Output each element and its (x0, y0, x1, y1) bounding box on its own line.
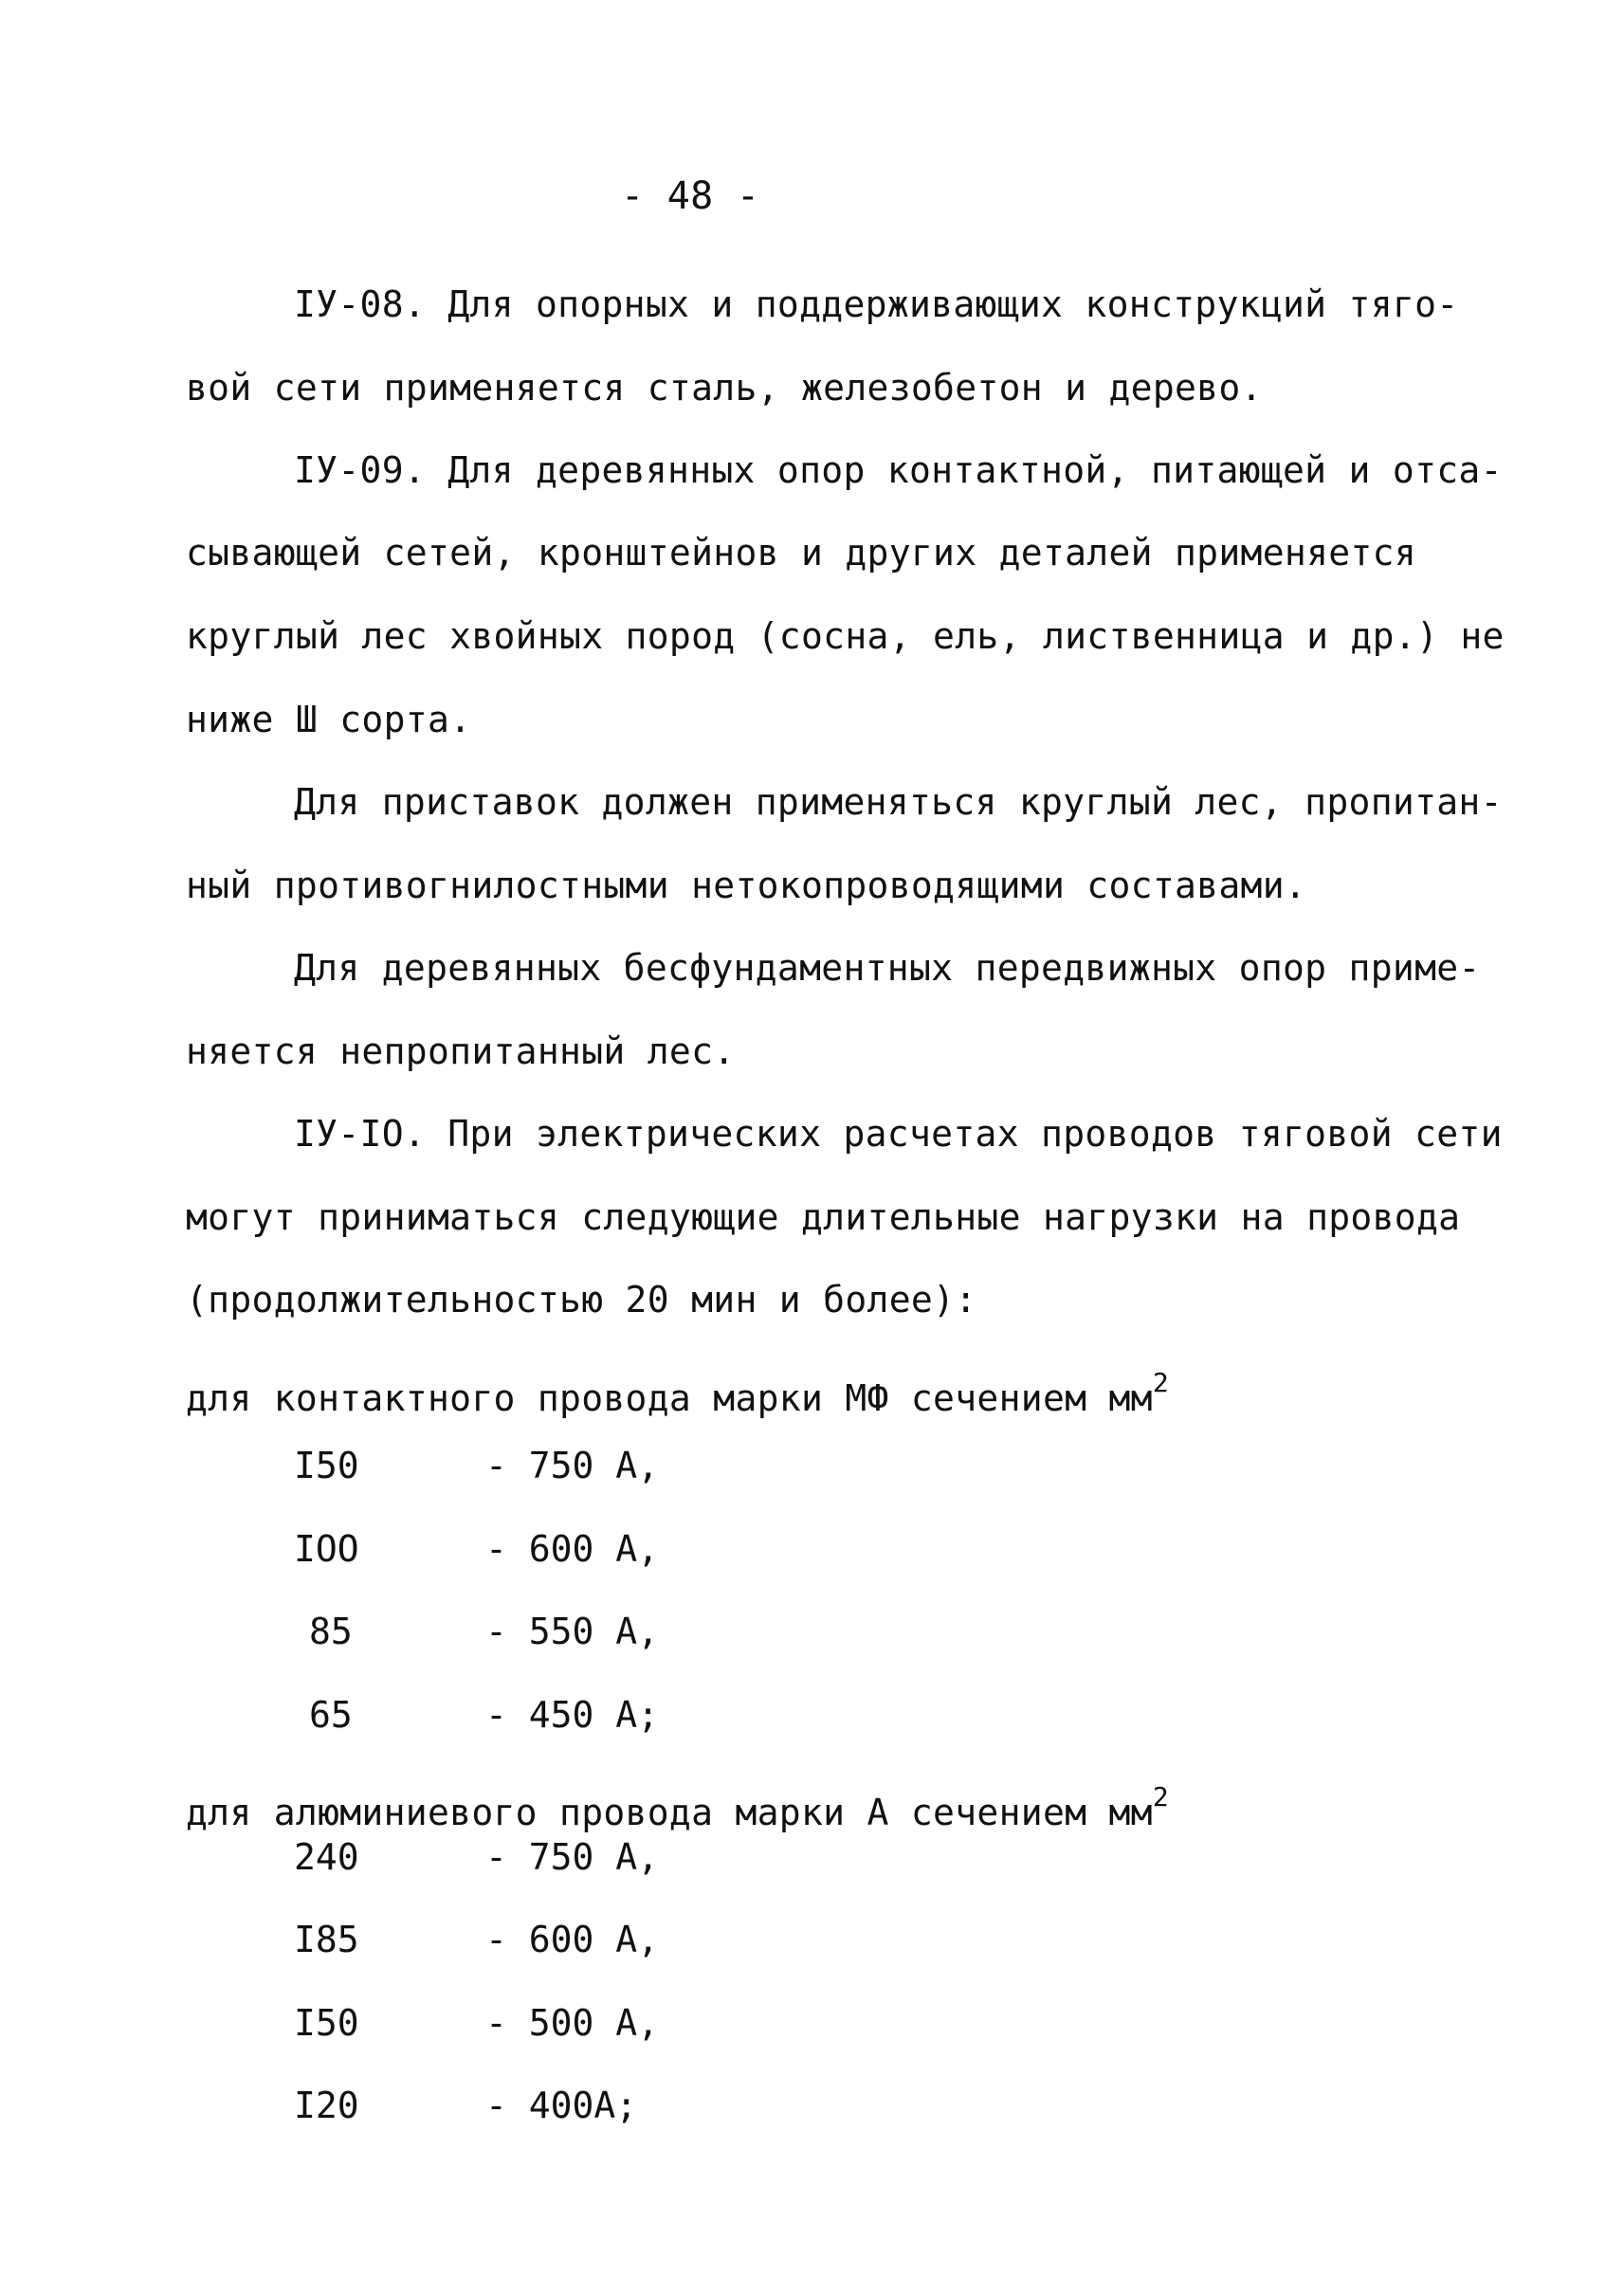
paragraph-line: сывающей сетей, кронштейнов и других деталей применяется (186, 532, 1416, 574)
aluminium-section-value: I85 (294, 1919, 359, 1960)
aluminium-section-value: 240 (294, 1836, 359, 1878)
contact-load-value: - 450 А; (485, 1694, 660, 1736)
paragraph-line: ный противогнилостными нетокопроводящими составами. (186, 865, 1307, 906)
paragraph-line: Для приставок должен применяться круглый лес, пропитан- (294, 781, 1503, 823)
contact-load-value: - 550 А, (485, 1611, 660, 1652)
paragraph-line: IУ-IO. При электрических расчетах проводов тяговой сети (294, 1113, 1503, 1155)
paragraph-line: ниже Ш сорта. (186, 699, 472, 740)
heading-text: для контактного провода марки МФ сечением мм (186, 1377, 1153, 1419)
aluminium-load-value: - 600 А, (485, 1919, 660, 1960)
paragraph-line: вой сети применяется сталь, железобетон и дерево. (186, 367, 1263, 409)
aluminium-load-value: - 750 А, (485, 1836, 660, 1878)
contact-wire-heading (186, 1360, 1169, 1421)
contact-section-value: 85 (309, 1611, 353, 1652)
aluminium-section-value: I20 (294, 2085, 359, 2126)
aluminium-section-value: I50 (294, 2002, 359, 2044)
heading-text: для алюминиевого провода марки А сечением мм (186, 1792, 1153, 1833)
paragraph-line: могут приниматься следующие длительные нагрузки на провода (186, 1196, 1461, 1238)
aluminium-load-value: - 500 А, (485, 2002, 660, 2044)
paragraph-line: Для деревянных бесфундаментных передвижных опор приме- (294, 947, 1481, 989)
heading-superscript: 2 (1152, 1367, 1170, 1398)
contact-section-value: IOO (294, 1528, 359, 1570)
aluminium-load-value: - 400А; (485, 2085, 638, 2126)
page-number: - 48 - (621, 174, 760, 218)
paragraph-line: IУ-08. Для опорных и поддерживающих конструкций тяго- (294, 283, 1459, 325)
contact-section-value: 65 (309, 1694, 353, 1736)
contact-section-value: I50 (294, 1445, 359, 1486)
paragraph-line: няется непропитанный лес. (186, 1030, 736, 1072)
contact-load-value: - 600 А, (485, 1528, 660, 1570)
heading-superscript: 2 (1152, 1781, 1170, 1812)
paragraph-line: круглый лес хвойных пород (сосна, ель, лиственница и др.) не (186, 615, 1505, 657)
aluminium-wire-heading (186, 1775, 1169, 1835)
contact-load-value: - 750 А, (485, 1445, 660, 1486)
paragraph-line: (продолжительностью 20 мин и более): (186, 1279, 977, 1321)
paragraph-line: IУ-09. Для деревянных опор контактной, питающей и отса- (294, 449, 1503, 491)
